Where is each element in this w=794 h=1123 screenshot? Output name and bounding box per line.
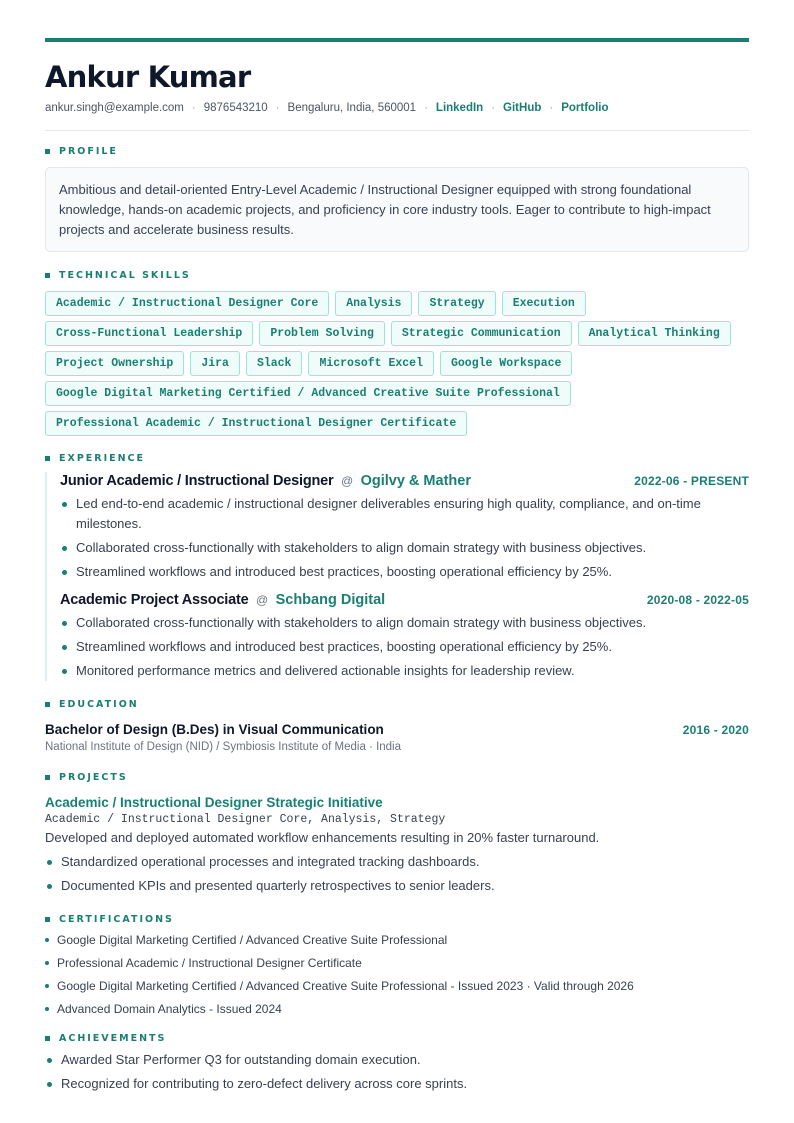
separator: · [191,102,196,114]
company-name: Ogilvy & Mather [360,473,471,489]
square-bullet-icon [45,456,50,461]
section-title: ACHIEVEMENTS [59,1033,167,1044]
skill-chip: Execution [502,291,586,316]
section-title: EDUCATION [59,699,139,710]
portfolio-link[interactable]: Portfolio [561,102,609,114]
accent-bar [45,38,749,42]
job-entry [60,472,749,582]
achievements-list [45,1050,749,1094]
education-header [45,722,749,737]
job-title: Academic Project Associate [60,592,249,608]
job-title: Junior Academic / Instructional Designer [60,473,334,489]
certifications-list [45,932,749,1017]
project-bullets [45,852,749,896]
github-link[interactable]: GitHub [503,102,542,114]
section-heading-profile [45,146,749,157]
section-title: TECHNICAL SKILLS [59,270,191,281]
skill-chip: Professional Academic / Instructional Designer Certificate [45,411,467,436]
list-item: Recognized for contributing to zero-defect delivery across core sprints. [45,1074,749,1094]
education-dates: 2016 - 2020 [682,723,749,737]
email-text: ankur.singh@example.com [45,102,184,114]
separator: · [275,102,280,114]
at-symbol: @ [340,474,354,488]
list-item: Led end-to-end academic / instructional designer deliverables ensuring high quality, compliance, and on-time milestones. [60,494,749,534]
at-symbol: @ [255,593,269,607]
skill-chip: Cross-Functional Leadership [45,321,253,346]
skill-chip: Google Digital Marketing Certified / Advanced Creative Suite Professional [45,381,571,406]
contact-line [45,102,749,114]
square-bullet-icon [45,917,50,922]
phone-text: 9876543210 [203,102,268,114]
section-title: PROFILE [59,146,118,157]
separator: · [491,102,496,114]
section-heading-experience [45,453,749,464]
project-title: Academic / Instructional Designer Strategic Initiative [45,795,383,810]
job-header [60,472,749,490]
experience-list [45,472,749,681]
school-name: National Institute of Design (NID) / Symbiosis Institute of Media · India [45,741,402,753]
job-entry [60,591,749,681]
section-heading-education [45,699,749,710]
skill-chip: Google Workspace [440,351,572,376]
list-item: Collaborated cross-functionally with stakeholders to align domain strategy with business objectives. [60,538,749,558]
skill-chip: Project Ownership [45,351,184,376]
skill-chip: Academic / Instructional Designer Core [45,291,329,316]
skill-chip: Strategic Communication [391,321,572,346]
job-bullets [60,494,749,582]
candidate-name: Ankur Kumar [45,60,251,94]
header-divider [45,130,749,131]
section-heading-certifications [45,914,749,925]
list-item: Professional Academic / Instructional Designer Certificate [45,955,749,971]
list-item: Advanced Domain Analytics - Issued 2024 [45,1001,749,1017]
square-bullet-icon [45,775,50,780]
list-item: Google Digital Marketing Certified / Advanced Creative Suite Professional [45,932,749,948]
square-bullet-icon [45,1036,50,1041]
section-title: PROJECTS [59,772,128,783]
education-entry [45,722,749,753]
resume-page [45,38,749,1094]
list-item: Documented KPIs and presented quarterly retrospectives to senior leaders. [45,876,749,896]
list-item: Monitored performance metrics and delivered actionable insights for leadership review. [60,661,749,681]
separator: · [549,102,554,114]
skill-chip: Analytical Thinking [578,321,731,346]
location-text: Bengaluru, India, 560001 [287,102,417,114]
degree-title: Bachelor of Design (B.Des) in Visual Communication [45,722,384,737]
skill-chip: Problem Solving [259,321,385,346]
separator: · [424,102,428,114]
company-name: Schbang Digital [275,592,386,608]
skill-chip: Strategy [418,291,495,316]
list-item: Standardized operational processes and integrated tracking dashboards. [45,852,749,872]
project-tech-stack: Academic / Instructional Designer Core, Analysis, Strategy [45,813,446,826]
section-heading-achievements [45,1033,749,1044]
section-heading-skills [45,270,749,281]
section-title: CERTIFICATIONS [59,914,174,925]
job-dates: 2020-08 - 2022-05 [646,593,749,607]
square-bullet-icon [45,273,50,278]
list-item: Google Digital Marketing Certified / Advanced Creative Suite Professional - Issued 2023 · Valid through 2026 [45,978,749,994]
skill-chip: Jira [190,351,240,376]
square-bullet-icon [45,702,50,707]
job-bullets [60,613,749,681]
list-item: Streamlined workflows and introduced best practices, boosting operational efficiency by 25%. [60,637,749,657]
project-description: Developed and deployed automated workflow enhancements resulting in 20% faster turnaround. [45,830,600,845]
square-bullet-icon [45,149,50,154]
section-heading-projects [45,772,749,783]
skill-chip: Analysis [335,291,412,316]
list-item: Streamlined workflows and introduced best practices, boosting operational efficiency by 25%. [60,562,749,582]
linkedin-link[interactable]: LinkedIn [435,102,484,114]
job-header [60,591,749,609]
job-dates: 2022-06 - PRESENT [634,474,749,488]
project-entry [45,795,749,896]
skill-chip: Slack [246,351,303,376]
list-item: Awarded Star Performer Q3 for outstanding domain execution. [45,1050,749,1070]
skills-list [45,291,749,436]
section-title: EXPERIENCE [59,453,146,464]
list-item: Collaborated cross-functionally with stakeholders to align domain strategy with business objectives. [60,613,749,633]
profile-summary: Ambitious and detail-oriented Entry-Level Academic / Instructional Designer equipped with strong foundational knowledge, hands-on academic projects, and proficiency in core industry tools. Eager to contribute to high-impact projects and accelerate business results. [45,167,749,252]
skill-chip: Microsoft Excel [308,351,434,376]
